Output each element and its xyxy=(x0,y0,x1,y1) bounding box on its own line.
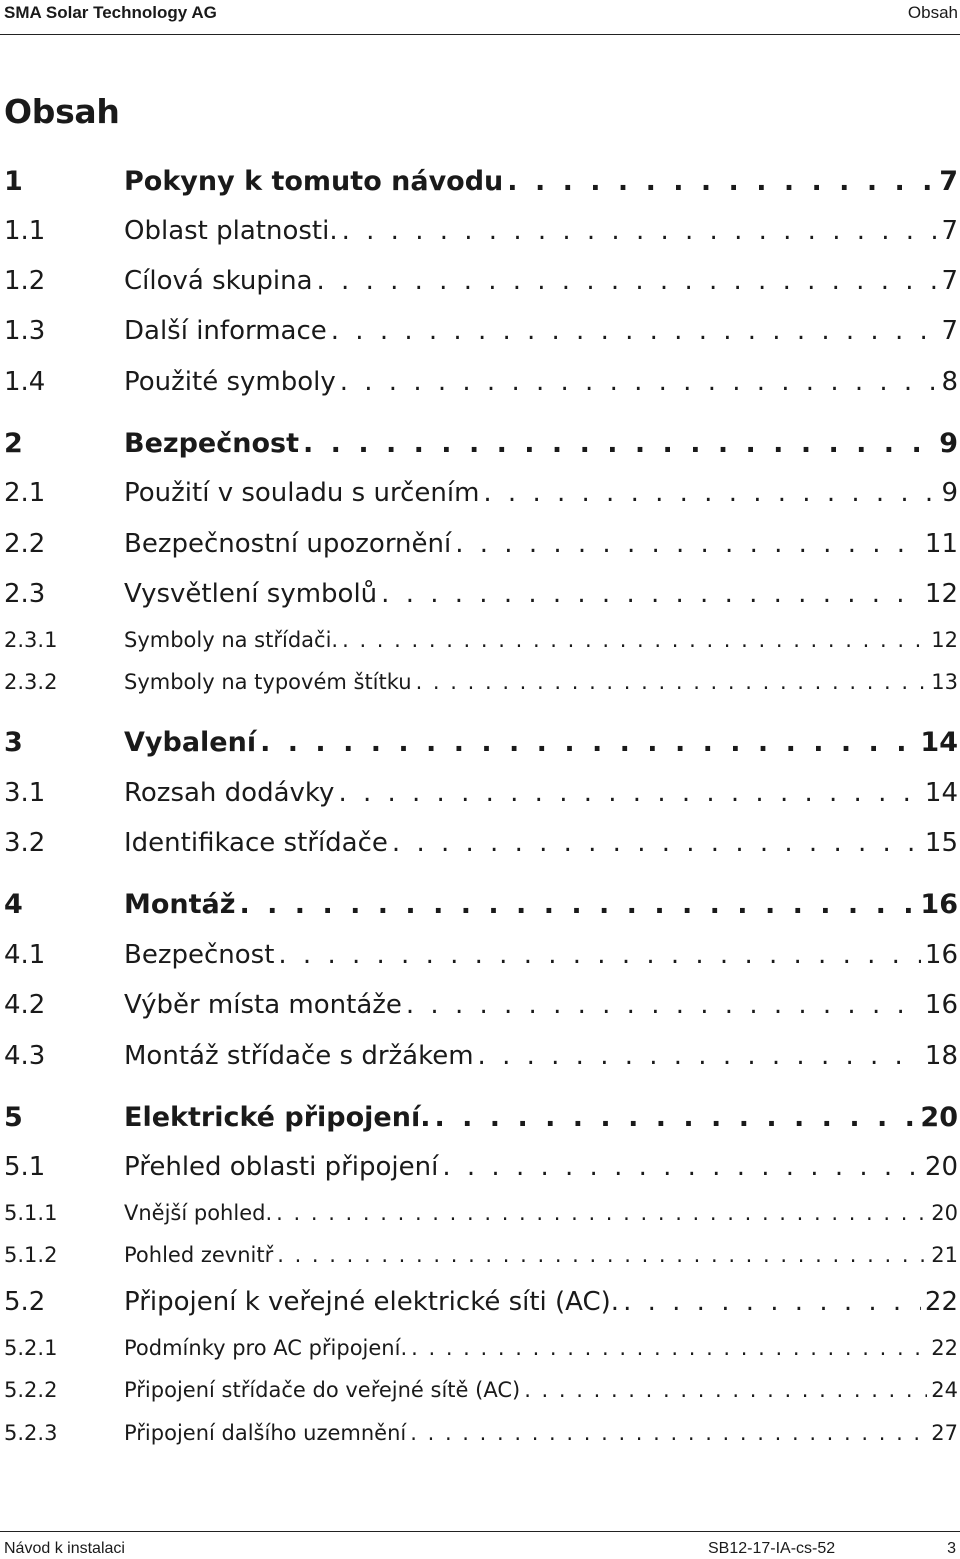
toc-entry-page: 12 xyxy=(931,628,958,652)
toc-dot-leader xyxy=(239,889,916,920)
toc-entry[interactable] xyxy=(4,1378,958,1402)
toc-dot-leader xyxy=(303,428,935,459)
toc-entry-page: 9 xyxy=(939,428,958,459)
toc-entry-page: 16 xyxy=(924,940,958,970)
toc-entry[interactable] xyxy=(4,1152,958,1182)
toc-dot-leader xyxy=(260,727,916,758)
toc-entry-title: Pokyny k tomuto návodu xyxy=(124,166,504,197)
toc-entry-page: 20 xyxy=(931,1201,958,1225)
toc-dot-leader xyxy=(507,166,935,197)
toc-entry-page: 7 xyxy=(941,316,958,346)
toc-entry-number: 2.2 xyxy=(4,529,46,559)
toc-entry-title: Podmínky pro AC připojení. xyxy=(124,1336,408,1360)
toc-entry-page: 22 xyxy=(924,1287,958,1317)
toc-entry-title: Cílová skupina xyxy=(124,266,313,296)
toc-dot-leader xyxy=(455,529,921,559)
page-title: Obsah xyxy=(4,92,120,131)
toc-entry-number: 4.3 xyxy=(4,1041,46,1071)
toc-entry-page: 20 xyxy=(920,1102,958,1133)
toc-entry[interactable] xyxy=(4,1243,958,1267)
toc-entry[interactable] xyxy=(4,428,958,459)
toc-entry[interactable] xyxy=(4,266,958,296)
toc-entry-number: 2.1 xyxy=(4,478,46,508)
toc-entry-page: 9 xyxy=(941,478,958,508)
toc-dot-leader xyxy=(317,266,938,296)
toc-dot-leader xyxy=(338,778,920,808)
toc-entry-title: Bezpečnost xyxy=(124,428,299,459)
toc-entry-page: 14 xyxy=(924,778,958,808)
toc-entry-number: 2.3 xyxy=(4,579,46,609)
toc-dot-leader xyxy=(342,628,927,652)
toc-dot-leader xyxy=(342,216,938,246)
toc-dot-leader xyxy=(483,478,937,508)
toc-entry-page: 16 xyxy=(924,990,958,1020)
toc-entry-number: 5.1.1 xyxy=(4,1201,58,1225)
toc-entry[interactable] xyxy=(4,670,958,694)
toc-entry-number: 2 xyxy=(4,428,23,459)
toc-entry[interactable] xyxy=(4,166,958,197)
toc-dot-leader xyxy=(416,670,928,694)
toc-entry-title: Symboly na typovém štítku xyxy=(124,670,412,694)
toc-dot-leader xyxy=(442,1152,921,1182)
header-company: SMA Solar Technology AG xyxy=(4,3,217,22)
toc-entry[interactable] xyxy=(4,1041,958,1071)
toc-entry-number: 5.2.3 xyxy=(4,1421,58,1445)
toc-entry-title: Elektrické připojení. xyxy=(124,1102,431,1133)
toc-entry-page: 15 xyxy=(924,828,958,858)
toc-dot-leader xyxy=(278,940,921,970)
toc-entry-number: 5.2.1 xyxy=(4,1336,58,1360)
toc-entry-page: 27 xyxy=(931,1421,958,1445)
toc-dot-leader xyxy=(331,316,938,346)
toc-entry-page: 14 xyxy=(920,727,958,758)
toc-entry[interactable] xyxy=(4,727,958,758)
toc-entry-number: 2.3.2 xyxy=(4,670,58,694)
toc-entry-page: 11 xyxy=(924,529,958,559)
toc-entry[interactable] xyxy=(4,367,958,397)
toc-dot-leader xyxy=(623,1287,921,1317)
toc-entry[interactable] xyxy=(4,1336,958,1360)
toc-entry-number: 4.1 xyxy=(4,940,46,970)
footer-rule xyxy=(0,1531,960,1532)
toc-entry-number: 1 xyxy=(4,166,23,197)
toc-entry-title: Oblast platnosti. xyxy=(124,216,338,246)
toc-entry-title: Další informace xyxy=(124,316,327,346)
toc-dot-leader xyxy=(406,990,921,1020)
toc-entry[interactable] xyxy=(4,478,958,508)
toc-entry-title: Přehled oblasti připojení xyxy=(124,1152,439,1182)
toc-entry-title: Bezpečnost xyxy=(124,940,275,970)
toc-dot-leader xyxy=(392,828,921,858)
toc-entry-title: Použití v souladu s určením xyxy=(124,478,480,508)
toc-entry-number: 1.2 xyxy=(4,266,46,296)
toc-dot-leader xyxy=(524,1378,927,1402)
toc-dot-leader xyxy=(276,1201,927,1225)
toc-dot-leader xyxy=(434,1102,916,1133)
toc-entry-page: 22 xyxy=(931,1336,958,1360)
toc-entry-number: 3.1 xyxy=(4,778,46,808)
toc-entry-page: 8 xyxy=(941,367,958,397)
toc-entry-number: 1.1 xyxy=(4,216,46,246)
toc-entry-title: Výběr místa montáže xyxy=(124,990,402,1020)
toc-entry[interactable] xyxy=(4,778,958,808)
toc-entry-page: 16 xyxy=(920,889,958,920)
toc-entry[interactable] xyxy=(4,1287,958,1317)
toc-entry-page: 18 xyxy=(924,1041,958,1071)
toc-entry-number: 5.1.2 xyxy=(4,1243,58,1267)
toc-entry-page: 7 xyxy=(939,166,958,197)
toc-entry[interactable] xyxy=(4,990,958,1020)
toc-dot-leader xyxy=(277,1243,927,1267)
toc-entry-title: Použité symboly xyxy=(124,367,336,397)
toc-entry-title: Vysvětlení symbolů xyxy=(124,579,378,609)
toc-dot-leader xyxy=(410,1421,927,1445)
toc-entry-number: 5.1 xyxy=(4,1152,46,1182)
toc-entry[interactable] xyxy=(4,628,958,652)
footer-page-number: 3 xyxy=(947,1540,956,1557)
toc-dot-leader xyxy=(340,367,938,397)
toc-entry-title: Připojení střídače do veřejné sítě (AC) xyxy=(124,1378,521,1402)
toc-entry-page: 7 xyxy=(941,216,958,246)
toc-entry[interactable] xyxy=(4,529,958,559)
toc-entry-number: 5.2.2 xyxy=(4,1378,58,1402)
toc-entry-number: 5.2 xyxy=(4,1287,46,1317)
toc-entry-number: 4 xyxy=(4,889,23,920)
toc-entry-title: Pohled zevnitř xyxy=(124,1243,274,1267)
toc-dot-leader xyxy=(381,579,921,609)
toc-entry-number: 3 xyxy=(4,727,23,758)
toc-entry-title: Připojení dalšího uzemnění xyxy=(124,1421,407,1445)
toc-entry-page: 13 xyxy=(931,670,958,694)
toc-entry-number: 5 xyxy=(4,1102,23,1133)
toc-entry-page: 24 xyxy=(931,1378,958,1402)
toc-dot-leader xyxy=(411,1336,927,1360)
toc-entry-number: 1.3 xyxy=(4,316,46,346)
toc-entry-title: Bezpečnostní upozornění xyxy=(124,529,452,559)
toc-entry-title: Rozsah dodávky xyxy=(124,778,335,808)
toc-entry-title: Montáž xyxy=(124,889,236,920)
toc-entry-title: Montáž střídače s držákem xyxy=(124,1041,474,1071)
toc-entry-number: 1.4 xyxy=(4,367,46,397)
toc-entry[interactable] xyxy=(4,579,958,609)
toc-entry-page: 7 xyxy=(941,266,958,296)
toc-entry-number: 4.2 xyxy=(4,990,46,1020)
toc-entry-title: Připojení k veřejné elektrické síti (AC). xyxy=(124,1287,620,1317)
toc-entry[interactable] xyxy=(4,828,958,858)
toc-entry[interactable] xyxy=(4,889,958,920)
toc-entry[interactable] xyxy=(4,1102,958,1133)
toc-entry[interactable] xyxy=(4,1201,958,1225)
toc-dot-leader xyxy=(478,1041,921,1071)
toc-entry[interactable] xyxy=(4,316,958,346)
toc-entry-title: Identifikace střídače xyxy=(124,828,388,858)
header-section: Obsah xyxy=(907,3,958,22)
toc-entry-page: 20 xyxy=(924,1152,958,1182)
toc-entry-page: 12 xyxy=(924,579,958,609)
footer-document-code: SB12-17-IA-cs-52 xyxy=(708,1540,836,1557)
toc-entry-title: Vnější pohled. xyxy=(124,1201,273,1225)
toc-entry-page: 21 xyxy=(931,1243,958,1267)
toc-entry-number: 3.2 xyxy=(4,828,46,858)
toc-entry[interactable] xyxy=(4,940,958,970)
toc-entry-title: Vybalení xyxy=(124,727,257,758)
toc-entry[interactable] xyxy=(4,1421,958,1445)
toc-entry[interactable] xyxy=(4,216,958,246)
footer-manual-title: Návod k instalaci xyxy=(4,1540,125,1557)
toc-entry-number: 2.3.1 xyxy=(4,628,58,652)
toc-entry-title: Symboly na střídači. xyxy=(124,628,339,652)
